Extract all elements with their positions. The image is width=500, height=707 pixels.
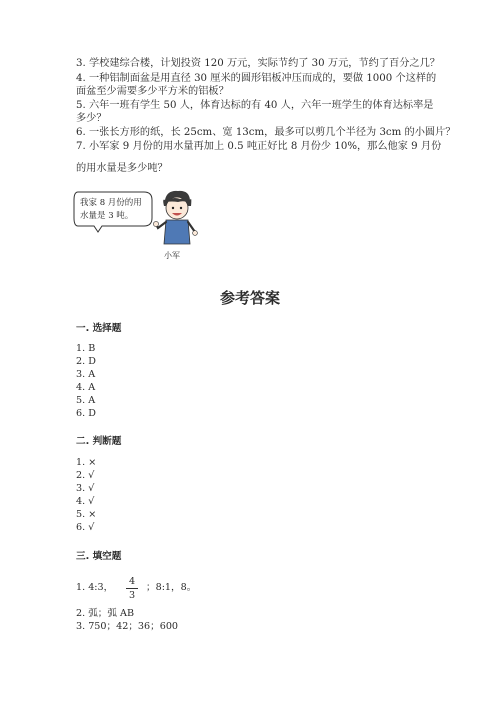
fill-answer-2: 2. 弧；弧 AB [76, 608, 135, 619]
choice-answer: 1. B [76, 343, 96, 354]
section-heading-fill: 三. 填空题 [76, 551, 122, 562]
question-7-line2: 的用水量是多少吨？ [76, 163, 168, 174]
choice-answer: 2. D [76, 356, 96, 367]
question-7-line1: 7. 小军家 9 月份的用水量再加上 0.5 吨正好比 8 月份少 10%，那么他家 9 月份 [76, 141, 442, 152]
judge-answer: 1. × [76, 457, 97, 468]
question-4-line1: 4. 一种铝制面盆是用直径 30 厘米的圆形铝板冲压而成的，要做 1000 个这样的 [76, 73, 437, 84]
fraction-bar [126, 588, 138, 589]
fraction-four-thirds [126, 576, 138, 601]
fraction-numerator: 4 [128, 576, 136, 587]
question-6: 6. 一张长方形的纸，长 25cm、宽 13cm，最多可以剪几个半径为 3cm 的小圆片？ [76, 127, 456, 138]
question-5-line1: 5. 六年一班有学生 50 人，体育达标的有 40 人，六年一班学生的体育达标率是 [76, 100, 434, 111]
speech-line-1: 我家 8 月份的用 [80, 198, 142, 208]
choice-answer: 6. D [76, 408, 96, 419]
question-4-line2: 面盆至少需要多少平方米的铝板？ [76, 86, 229, 97]
judge-answer: 2. √ [76, 470, 95, 481]
section-heading-choice: 一. 选择题 [76, 323, 122, 334]
illustration-caption: 小军 [164, 251, 180, 260]
speech-line-2: 水量是 3 吨。 [80, 211, 134, 221]
choice-answer: 5. A [76, 395, 96, 406]
choice-answer: 3. A [76, 369, 96, 380]
question-3: 3. 学校建综合楼，计划投资 120 万元，实际节约了 30 万元，节约了百分之几？ [76, 58, 440, 69]
boy-figure [153, 191, 197, 244]
fraction-denominator: 3 [128, 590, 136, 601]
question-5-line2: 多少？ [76, 113, 107, 124]
section-heading-judge: 二. 判断题 [76, 436, 122, 447]
answer-title: 参考答案 [219, 289, 280, 307]
fill-answer-1-prefix: 1. 4:3， [76, 582, 114, 593]
fill-answer-3: 3. 750；42；36；600 [76, 621, 179, 632]
choice-answer: 4. A [76, 382, 96, 393]
fill-answer-1-suffix: ；8:1，8。 [146, 582, 197, 593]
judge-answer: 6. √ [76, 522, 95, 533]
judge-answer: 5. × [76, 509, 97, 520]
judge-answer: 4. √ [76, 496, 95, 507]
judge-answer: 3. √ [76, 483, 95, 494]
